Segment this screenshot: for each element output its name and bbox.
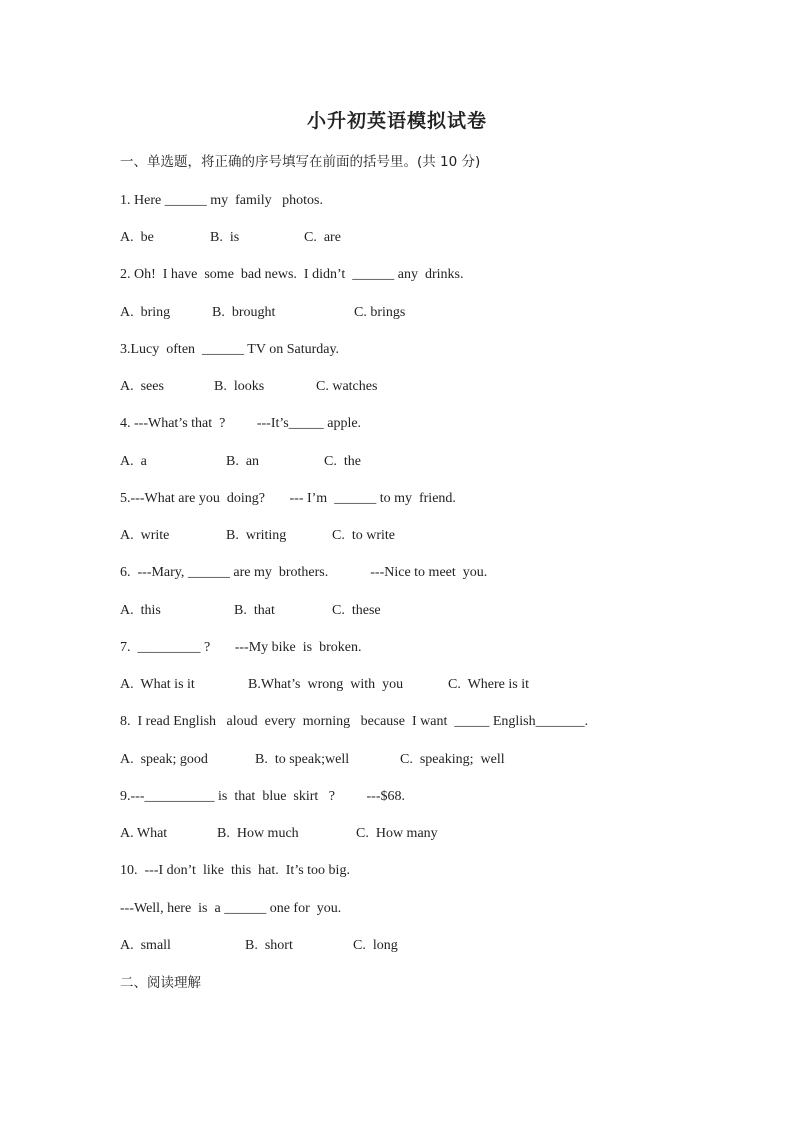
option-b: B. is xyxy=(210,230,240,245)
option-c: C. brings xyxy=(354,305,406,320)
option-b: B. that xyxy=(234,603,275,618)
question-9: 9.---__________ is that blue skirt ? ---$68. xyxy=(120,789,406,804)
question-2-options xyxy=(120,304,720,322)
question-8-options xyxy=(120,751,720,769)
question-8: 8. I read English aloud every morning because I want _____ English_______. xyxy=(120,714,589,729)
question-5: 5.---What are you doing? --- I’m ______ to my friend. xyxy=(120,491,456,506)
question-6-options xyxy=(120,602,720,620)
option-b: B. looks xyxy=(214,379,265,394)
option-a: A. sees xyxy=(120,379,164,394)
option-b: B. writing xyxy=(226,528,287,543)
question-5-options xyxy=(120,527,720,545)
option-c: C. How many xyxy=(356,826,438,841)
question-7-options xyxy=(120,676,720,694)
question-3: 3.Lucy often ______ TV on Saturday. xyxy=(120,342,340,357)
option-c: C. Where is it xyxy=(448,677,530,692)
option-c: C. to write xyxy=(332,528,395,543)
section-1-heading: 一、单选题，将正确的序号填写在前面的括号里。(共 10 分) xyxy=(120,154,481,170)
option-b: B. an xyxy=(226,454,260,469)
question-6: 6. ---Mary, ______ are my brothers. ---Nice to meet you. xyxy=(120,565,488,580)
question-3-options xyxy=(120,378,720,396)
option-b: B. brought xyxy=(212,305,276,320)
question-10-reply: ---Well, here is a ______ one for you. xyxy=(120,901,342,916)
option-a: A. speak; good xyxy=(120,752,208,767)
option-a: A. What xyxy=(120,826,168,841)
option-a: A. What is it xyxy=(120,677,195,692)
option-a: A. bring xyxy=(120,305,171,320)
page-title: 小升初英语模拟试卷 xyxy=(306,110,487,132)
option-a: A. be xyxy=(120,230,154,245)
question-10-options xyxy=(120,937,720,955)
question-2: 2. Oh! I have some bad news. I didn’t ______ any drinks. xyxy=(120,267,464,282)
option-b: B. How much xyxy=(217,826,299,841)
question-10: 10. ---I don’t like this hat. It’s too big. xyxy=(120,863,350,878)
option-c: C. watches xyxy=(316,379,378,394)
option-b: B. short xyxy=(245,938,293,953)
option-c: C. these xyxy=(332,603,381,618)
option-a: A. small xyxy=(120,938,171,953)
question-4: 4. ---What’s that ? ---It’s_____ apple. xyxy=(120,416,362,431)
option-b: B. to speak;well xyxy=(255,752,350,767)
question-1: 1. Here ______ my family photos. xyxy=(120,193,323,208)
option-c: C. speaking; well xyxy=(400,752,505,767)
option-b: B.What’s wrong with you xyxy=(248,677,404,692)
question-1-options xyxy=(120,229,720,247)
option-a: A. a xyxy=(120,454,147,469)
question-7: 7. _________ ? ---My bike is broken. xyxy=(120,640,362,655)
question-9-options xyxy=(120,825,720,843)
question-4-options xyxy=(120,453,720,471)
option-a: A. this xyxy=(120,603,161,618)
option-c: C. the xyxy=(324,454,361,469)
option-a: A. write xyxy=(120,528,170,543)
option-c: C. are xyxy=(304,230,341,245)
option-c: C. long xyxy=(353,938,398,953)
section-2-heading: 二、阅读理解 xyxy=(120,975,201,991)
